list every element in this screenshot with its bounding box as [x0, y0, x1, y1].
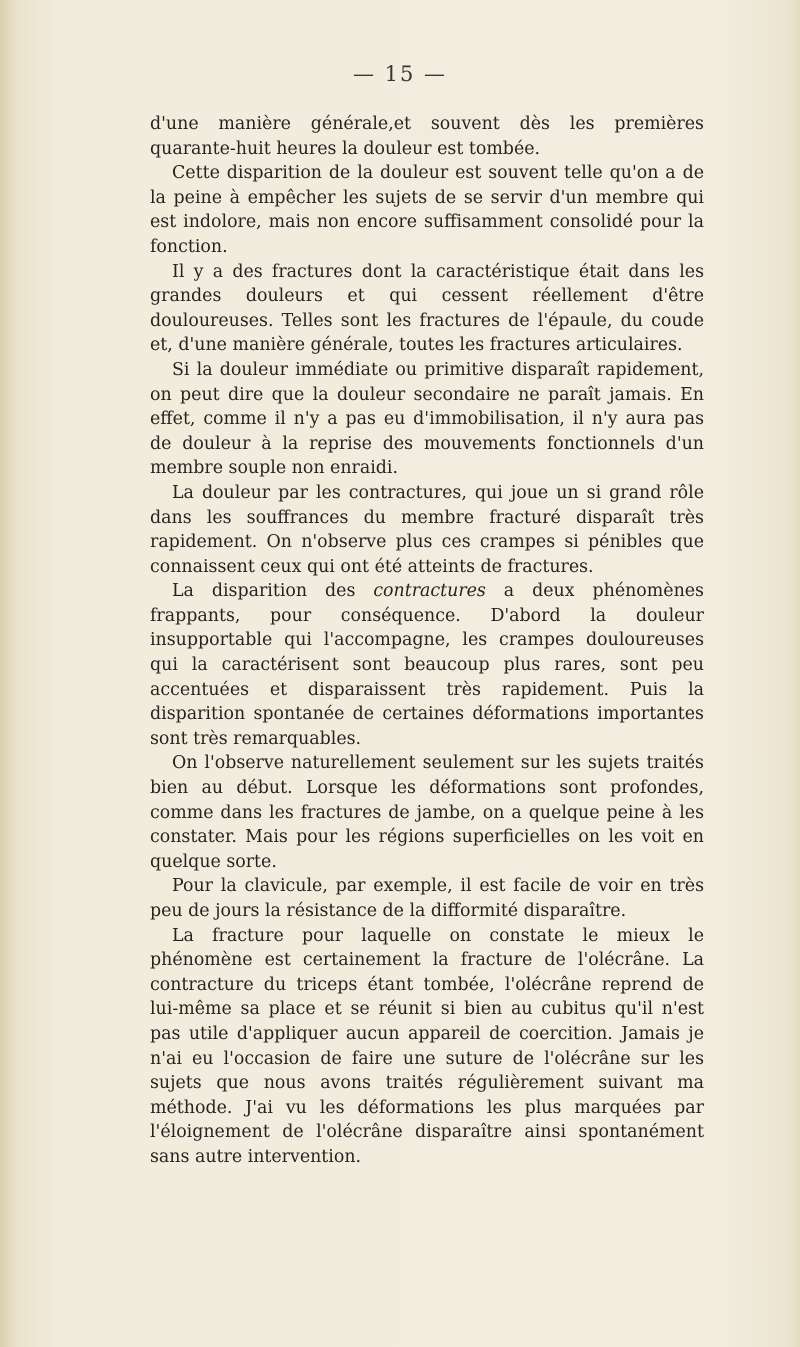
paragraph-6 — [150, 579, 704, 751]
paragraph-7: On l'observe naturellement seulement sur les sujets traités bien au début. Lorsque les déformations sont profondes, comme dans les fractures de jambe, on a quelque peine à les constater. Mais pour les régions superficielles on les voit en quelque sorte. — [150, 753, 704, 872]
paragraph-2: Cette disparition de la douleur est souvent telle qu'on a de la peine à empêcher les sujets de se servir d'un membre qui est indolore, mais non encore suffisamment consolidé pour la fonction. — [150, 163, 704, 257]
page-number: — 15 — — [352, 62, 448, 86]
body-text — [150, 112, 704, 1170]
paragraph-1: d'une manière générale,et souvent dès les premières quarante-huit heures la douleur est tombée. — [150, 114, 704, 159]
paragraph-9: La fracture pour laquelle on constate le mieux le phénomène est certainement la fracture de l'olécrâne. La contracture du triceps étant tombée, l'olécrâne reprend de lui-même sa place et se réunit si bien au cubitus qu'il n'est pas utile d'appliquer aucun appareil de coercition. Jamais je n'ai eu l'occasion de faire une suture de l'olécrâne sur les sujets que nous avons traités régulièrement suivant ma méthode. J'ai vu les déformations les plus marquées par l'éloignement de l'olécrâne disparaître ainsi spontanément sans autre intervention. — [150, 925, 704, 1167]
paragraph-5: La douleur par les contractures, qui joue un si grand rôle dans les souffrances du membre fracturé disparaît très rapidement. On n'observe plus ces crampes si pénibles que connaissent ceux qui ont été atteints de fractures. — [150, 482, 704, 577]
paragraph-3: Il y a des fractures dont la caractéristique était dans les grandes douleurs et qui cessent réellement d'être douloureuses. Telles sont les fractures de l'épaule, du coude et, d'une manière générale, toutes les fractures articulaires. — [150, 261, 704, 356]
paragraph-6-start: La disparition des — [172, 581, 374, 602]
paragraph-8: Pour la clavicule, par exemple, il est facile de voir en très peu de jours la résistance de la difformité disparaître. — [150, 876, 704, 921]
paragraph-4: Si la douleur immédiate ou primitive disparaît rapidement, on peut dire que la douleur secondaire ne paraît jamais. En effet, comme il n'y a pas eu d'immobilisation, il n'y aura pas de douleur à la reprise des mouvements fonctionnels d'un membre souple non enraidi. — [150, 359, 704, 479]
paragraph-6-end: a deux phénomènes frappants, pour conséquence. D'abord la douleur insupportable qui l'accompagne, les crampes douloureuses qui la caractérisent sont beaucoup plus rares, sont peu accentuées et disparaissent très rapidement. Puis la disparition spontanée de certaines déformations importantes sont très remarquables. — [150, 581, 704, 749]
paragraph-6-italic-term: contractures — [373, 581, 486, 602]
